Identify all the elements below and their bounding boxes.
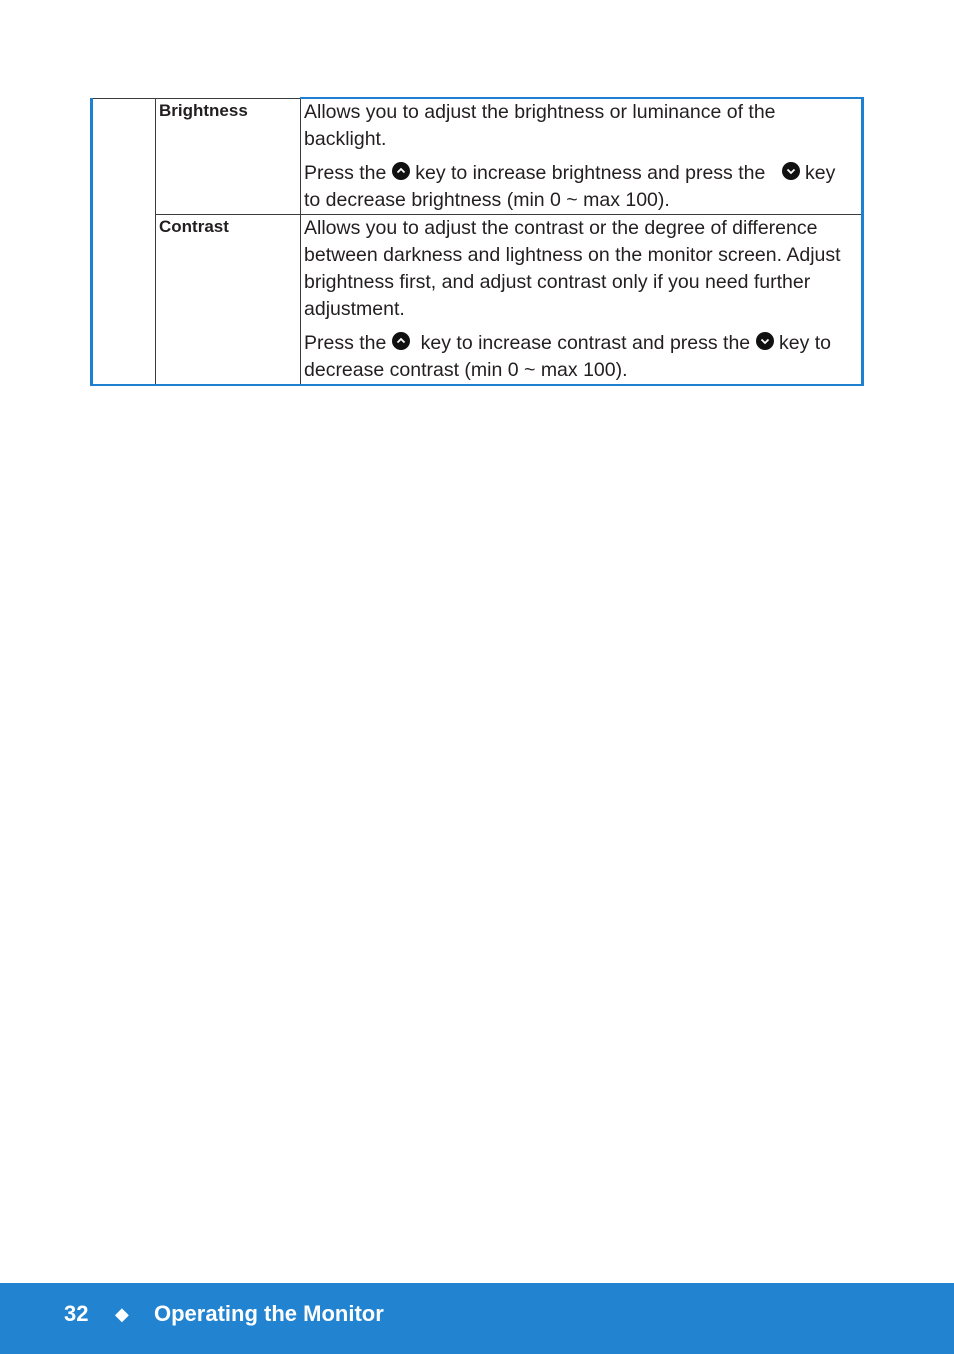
setting-description-brightness [301,98,863,215]
menu-icon-cell [92,98,156,385]
press-middle-text: key to increase contrast and press the [420,332,751,354]
press-prefix-text: Press the [304,162,387,184]
setting-name-contrast: Contrast [156,215,301,386]
down-key-icon [782,162,800,180]
setting-name-brightness: Brightness [156,98,301,215]
up-key-icon [392,162,410,180]
diamond-separator-icon: ◆ [115,1304,129,1324]
down-key-icon [756,332,774,350]
contrast-description-text: Allows you to adjust the contrast or the degree of difference between darkness and lightness on the monitor screen. Adjust brightness first, and adjust contrast only if you need further adjustment. [304,217,841,320]
section-title: Operating the Monitor [154,1301,384,1326]
contrast-key-instruction [304,330,857,384]
osd-settings-table [90,97,864,386]
press-suffix-text: key to decrease contrast (min 0 ~ max 100). [304,332,832,381]
table-row-contrast [92,215,863,386]
press-suffix-text: key to decrease brightness (min 0 ~ max 100). [304,162,836,211]
press-middle-text: key to increase brightness and press the [415,162,766,184]
brightness-description-text: Allows you to adjust the brightness or luminance of the backlight. [304,101,776,150]
table-row-brightness [92,98,863,215]
page-footer [0,1283,954,1354]
press-prefix-text: Press the [304,332,387,354]
setting-description-contrast [301,215,863,386]
brightness-key-instruction [304,160,857,214]
page-number: 32 [64,1301,89,1326]
up-key-icon [392,332,410,350]
